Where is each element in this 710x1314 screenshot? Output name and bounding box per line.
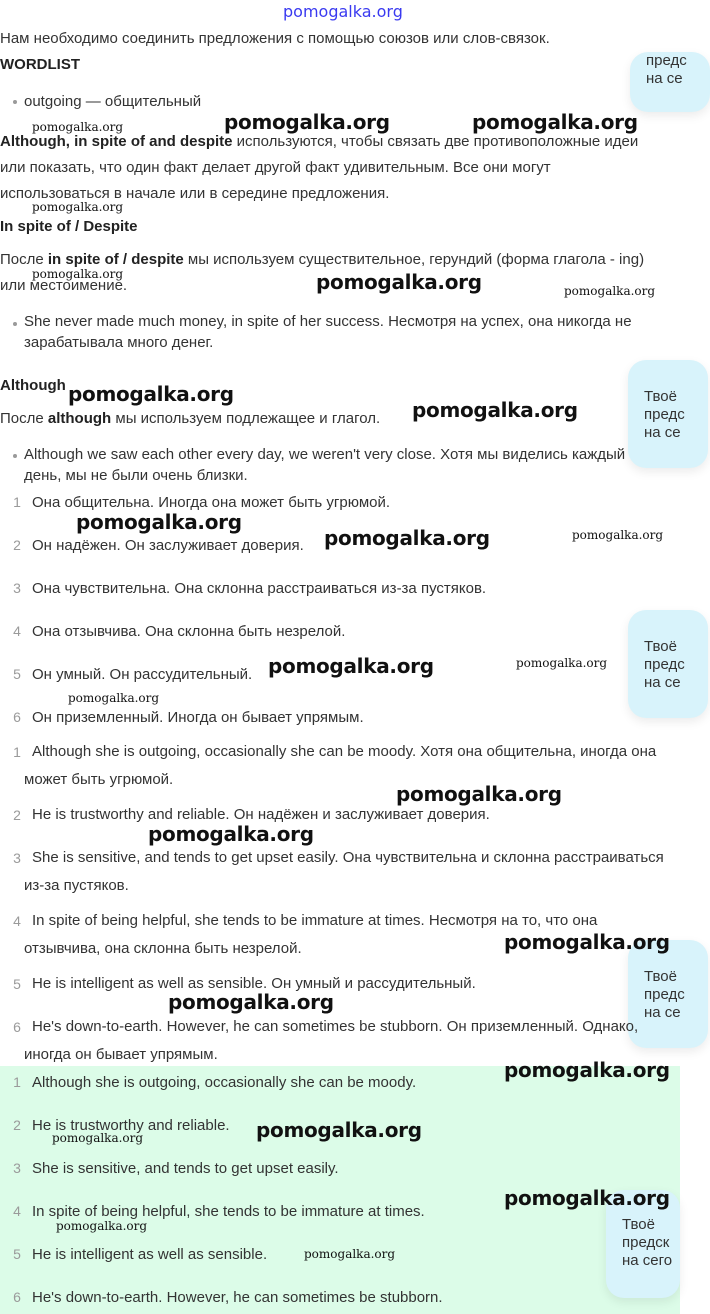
watermark: pomogalka.org: [52, 1131, 144, 1145]
watermark: pomogalka.org: [32, 120, 124, 134]
rule-text: мы используем подлежащее и глагол.: [111, 410, 381, 427]
item-number: 4: [13, 913, 21, 929]
watermark: pomogalka.org: [56, 1219, 148, 1233]
item-number: 6: [13, 1019, 21, 1035]
watermark: pomogalka.org: [324, 526, 490, 550]
bubble-line: на се: [646, 70, 683, 87]
rule-prefix: После: [0, 410, 48, 427]
although-heading: Although: [0, 377, 66, 394]
task-item: Она общительна. Иногда она может быть угрюмой.: [32, 494, 391, 511]
rule-bold: Although, in spite of and despite: [0, 133, 233, 150]
bubble-line: предс: [646, 52, 687, 69]
watermark: pomogalka.org: [472, 110, 638, 134]
bubble-line: на се: [644, 1004, 681, 1021]
watermark: pomogalka.org: [68, 691, 160, 705]
example-although: Although we saw each other every day, we weren't very close. Хотя мы виделись каждый день, мы не были очень близки.: [24, 446, 626, 484]
wordlist-item: outgoing — общительный: [24, 93, 202, 110]
translated-item: He is trustworthy and reliable. Он надёжен и заслуживает доверия.: [32, 806, 490, 823]
task-item: Он умный. Он рассудительный.: [32, 666, 253, 683]
item-number: 1: [13, 744, 21, 760]
prediction-bubble[interactable]: [630, 52, 710, 112]
translated-item: In spite of being helpful, she tends to be immature at times. Несмотря на то, что она отзывчива, она склонна быть незрелой.: [24, 912, 598, 957]
item-number: 5: [13, 666, 21, 682]
item-number: 5: [13, 1246, 21, 1262]
item-number: 6: [13, 1289, 21, 1305]
bubble-line: на сего: [622, 1252, 673, 1269]
answer-item: He is intelligent as well as sensible.: [32, 1246, 268, 1263]
watermark: pomogalka.org: [76, 510, 242, 534]
rule-text: используются, чтобы связать две противоположные идеи или показать, что один факт делает другой факт удивительным. Все они могут использоваться в начале или в середине предложения.: [0, 133, 639, 202]
item-number: 3: [13, 850, 21, 866]
watermark: pomogalka.org: [32, 267, 124, 281]
bubble-line: на се: [644, 424, 681, 441]
watermark: pomogalka.org: [268, 654, 434, 678]
rule-although-spite-despite: [0, 129, 660, 207]
bubble-line: предск: [622, 1234, 670, 1251]
bullet: [13, 322, 17, 326]
item-number: 6: [13, 709, 21, 725]
rule-although: [0, 406, 380, 432]
item-number: 2: [13, 1117, 21, 1133]
watermark: pomogalka.org: [304, 1247, 396, 1261]
bubble-line: Твоё: [644, 968, 677, 985]
watermark: pomogalka.org: [516, 656, 608, 670]
watermark: pomogalka.org: [412, 398, 578, 422]
bullet: [13, 454, 17, 458]
watermark: pomogalka.org: [168, 990, 334, 1014]
task-item: Он надёжен. Он заслуживает доверия.: [32, 537, 304, 554]
bubble-line: предс: [644, 656, 685, 673]
rule-prefix: После: [0, 251, 48, 268]
task-item: Она чувствительна. Она склонна расстраиваться из-за пустяков.: [32, 580, 487, 597]
answer-item: In spite of being helpful, she tends to be immature at times.: [32, 1203, 425, 1220]
intro-text: Нам необходимо соединить предложения с помощью союзов или слов-связок.: [0, 30, 550, 47]
translated-item: She is sensitive, and tends to get upset easily. Она чувствительна и склонна расстраиваться из-за пустяков.: [24, 849, 664, 894]
in-spite-of-heading: In spite of / Despite: [0, 218, 138, 235]
bubble-line: предс: [644, 406, 685, 423]
answer-item: Although she is outgoing, occasionally she can be moody.: [32, 1074, 417, 1091]
item-number: 1: [13, 1074, 21, 1090]
answer-item: He's down-to-earth. However, he can sometimes be stubborn.: [32, 1289, 443, 1306]
watermark: pomogalka.org: [572, 528, 664, 542]
watermark: pomogalka.org: [396, 782, 562, 806]
task-item: Она отзывчива. Она склонна быть незрелой.: [32, 623, 346, 640]
bullet: [13, 100, 17, 104]
watermark: pomogalka.org: [68, 382, 234, 406]
answer-item: He is trustworthy and reliable.: [32, 1117, 230, 1134]
translated-item: Although she is outgoing, occasionally she can be moody. Хотя она общительна, иногда она может быть угрюмой.: [24, 743, 657, 788]
item-number: 2: [13, 807, 21, 823]
watermark: pomogalka.org: [504, 930, 670, 954]
answer-item: She is sensitive, and tends to get upset easily.: [32, 1160, 339, 1177]
item-number: 3: [13, 580, 21, 596]
watermark: pomogalka.org: [564, 284, 656, 298]
item-number: 5: [13, 976, 21, 992]
watermark: pomogalka.org: [504, 1058, 670, 1082]
rule-text: мы используем существительное, герундий (форма глагола - ing) или местоимение.: [0, 251, 645, 294]
wordlist-heading: WORDLIST: [0, 56, 80, 73]
item-number: 2: [13, 537, 21, 553]
translated-item: He is intelligent as well as sensible. Он умный и рассудительный.: [32, 975, 476, 992]
watermark: pomogalka.org: [148, 822, 314, 846]
prediction-bubble[interactable]: [628, 360, 708, 468]
item-number: 4: [13, 1203, 21, 1219]
watermark: pomogalka.org: [224, 110, 390, 134]
rule-bold: in spite of / despite: [47, 251, 184, 268]
bubble-line: на се: [644, 674, 681, 691]
item-number: 1: [13, 494, 21, 510]
watermark: pomogalka.org: [504, 1186, 670, 1210]
item-number: 4: [13, 623, 21, 639]
bubble-line: Твоё: [622, 1216, 655, 1233]
bubble-line: Твоё: [644, 638, 677, 655]
rule-bold: although: [47, 410, 112, 427]
watermark: pomogalka.org: [256, 1118, 422, 1142]
prediction-bubble[interactable]: [628, 610, 708, 718]
bubble-line: предс: [644, 986, 685, 1003]
bubble-line: Твоё: [644, 388, 677, 405]
item-number: 3: [13, 1160, 21, 1176]
example-in-spite-of: She never made much money, in spite of her success. Несмотря на успех, она никогда не зарабатывала много денег.: [24, 313, 632, 351]
watermark: pomogalka.org: [32, 200, 124, 214]
translated-item: He's down-to-earth. However, he can sometimes be stubborn. Он приземленный. Однако, иногда он бывает упрямым.: [24, 1018, 639, 1063]
site-watermark: pomogalka.org: [283, 2, 403, 21]
task-item: Он приземленный. Иногда он бывает упрямым.: [32, 709, 364, 726]
watermark: pomogalka.org: [316, 270, 482, 294]
